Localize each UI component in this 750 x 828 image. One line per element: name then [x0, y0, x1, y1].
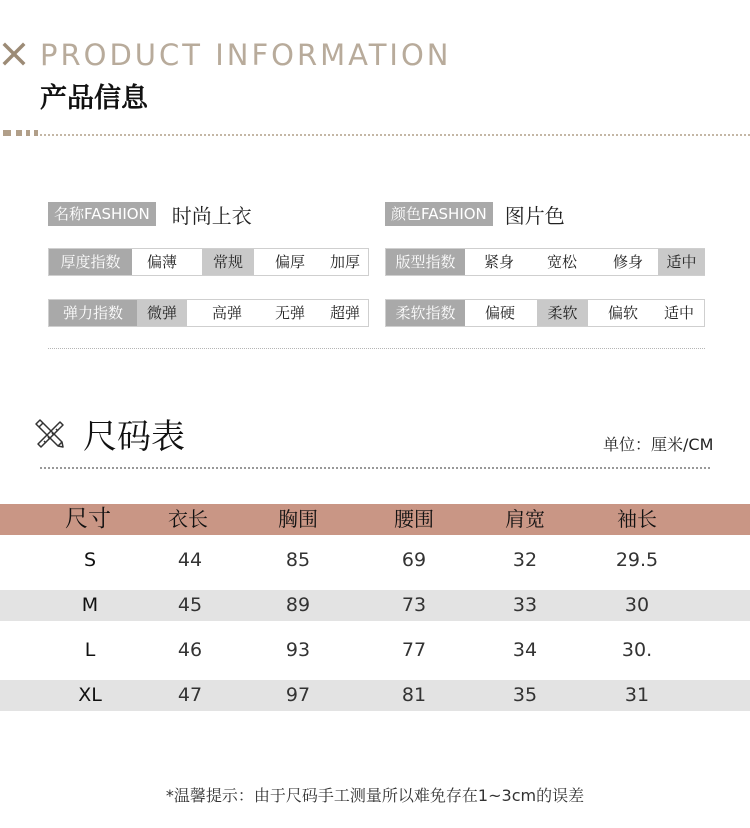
thickness-index-bar	[48, 248, 369, 276]
table-cell: 93	[285, 639, 311, 661]
table-cell-size: M	[81, 594, 99, 616]
size-chart-title: 尺码表	[83, 417, 185, 457]
fit-option-moderate: 适中	[658, 249, 705, 275]
elasticity-index-label: 弹力指数	[49, 300, 137, 326]
softness-index-label: 柔软指数	[386, 300, 465, 326]
col-header-length: 衣长	[168, 507, 208, 531]
table-cell: 34	[512, 639, 538, 661]
product-name-label: 名称FASHION	[48, 202, 156, 226]
elasticity-option-slight: 微弹	[137, 300, 187, 326]
table-cell: 73	[401, 594, 427, 616]
product-color-label: 颜色FASHION	[385, 202, 493, 226]
elasticity-option-high: 高弹	[211, 304, 242, 322]
size-table-header	[0, 504, 750, 535]
col-header-waist: 腰围	[394, 507, 434, 531]
section-title-cn: 产品信息	[40, 83, 148, 114]
table-cell: 33	[512, 594, 538, 616]
product-color-value: 图片色	[504, 203, 565, 228]
table-row	[0, 545, 750, 576]
product-name-row	[48, 202, 252, 226]
thickness-option-thin: 偏薄	[146, 253, 177, 271]
fit-option-slim: 修身	[612, 253, 643, 271]
measurement-note: *温馨提示：由于尺码手工测量所以难免存在1~3cm的误差	[165, 786, 585, 805]
table-cell-size: L	[84, 639, 96, 661]
table-cell: 47	[177, 684, 203, 706]
section-title-en: PRODUCT INFORMATION	[40, 38, 452, 72]
table-cell: 81	[401, 684, 427, 706]
table-cell: 45	[177, 594, 203, 616]
table-cell: 31	[624, 684, 650, 706]
thickness-index-label: 厚度指数	[49, 249, 132, 275]
product-color-row	[385, 202, 565, 226]
table-cell: 44	[177, 549, 203, 571]
header-divider	[40, 134, 750, 136]
fit-option-tight: 紧身	[483, 253, 514, 271]
fit-index-bar	[385, 248, 705, 276]
table-cell: 69	[401, 549, 427, 571]
elasticity-option-super: 超弹	[329, 304, 360, 322]
table-cell: 85	[285, 549, 311, 571]
col-header-shoulder: 肩宽	[505, 507, 545, 531]
table-row	[0, 635, 750, 666]
softness-option-softish: 偏软	[607, 304, 638, 322]
table-cell: 77	[401, 639, 427, 661]
table-row	[0, 680, 750, 711]
table-row	[0, 590, 750, 621]
col-header-chest: 胸围	[278, 507, 318, 531]
fit-index-label: 版型指数	[386, 249, 465, 275]
info-divider	[48, 348, 705, 349]
table-cell: 35	[512, 684, 538, 706]
table-cell: 30	[624, 594, 650, 616]
pencil-ruler-icon	[32, 416, 66, 450]
close-x-icon	[2, 42, 26, 66]
size-chart-divider	[40, 467, 710, 469]
softness-option-hard: 偏硬	[484, 304, 515, 322]
table-cell: 30.	[621, 639, 653, 661]
product-name-value: 时尚上衣	[171, 203, 252, 228]
thickness-option-thick: 偏厚	[274, 253, 305, 271]
elasticity-option-none: 无弹	[274, 304, 305, 322]
table-cell: 89	[285, 594, 311, 616]
table-cell-size: XL	[78, 684, 102, 706]
thickness-option-regular: 常规	[202, 249, 254, 275]
col-header-size: 尺寸	[65, 506, 111, 532]
thickness-option-extra-thick: 加厚	[329, 253, 360, 271]
unit-label: 单位：厘米/CM	[603, 435, 714, 454]
softness-index-bar	[385, 299, 705, 327]
table-cell: 97	[285, 684, 311, 706]
table-cell: 32	[512, 549, 538, 571]
table-cell: 46	[177, 639, 203, 661]
softness-option-moderate: 适中	[663, 304, 694, 322]
softness-option-soft: 柔软	[537, 300, 588, 326]
fit-option-loose: 宽松	[546, 253, 577, 271]
col-header-sleeve: 袖长	[617, 507, 657, 531]
table-cell: 29.5	[615, 549, 659, 571]
elasticity-index-bar	[48, 299, 369, 327]
table-cell-size: S	[83, 549, 97, 571]
